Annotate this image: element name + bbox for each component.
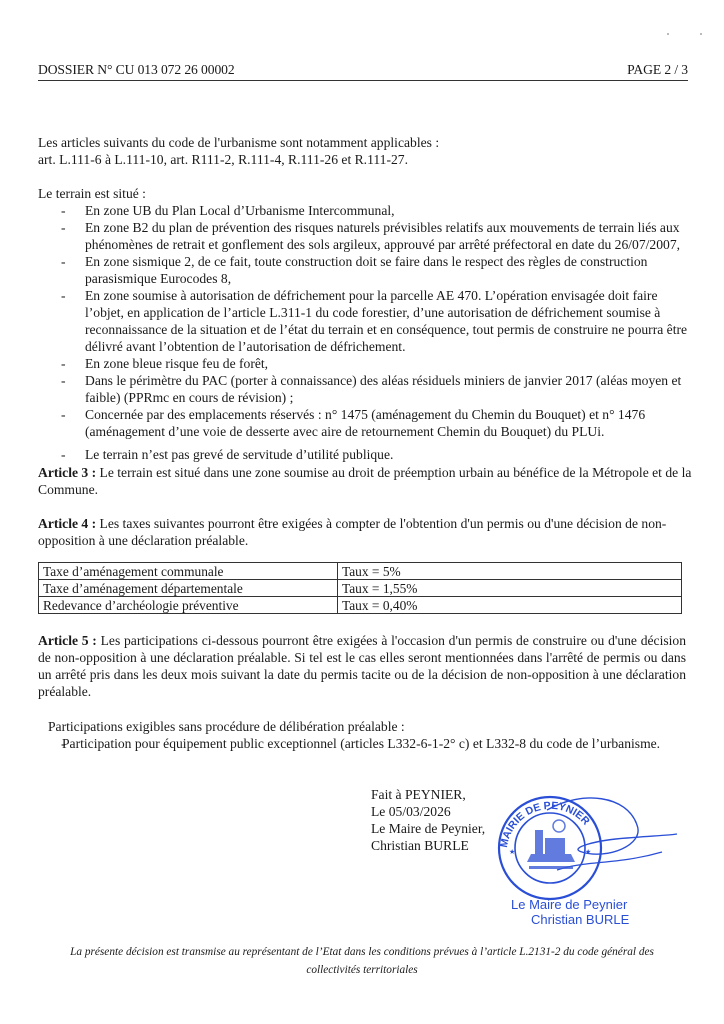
page-header (38, 60, 688, 81)
terrain-section (38, 185, 693, 463)
tax-rate: Taux = 1,55% (338, 580, 682, 597)
terrain-list (38, 202, 693, 463)
stamp-star: ★ (509, 848, 516, 856)
terrain-item: - Le terrain n’est pas grevé de servitude d’utilité publique. (38, 446, 693, 463)
table-row (39, 563, 682, 580)
terrain-item: - En zone soumise à autorisation de défrichement pour la parcelle AE 470. L’opération envisagée doit faire l’objet, en application de l’article L.311-1 du code forestier, d’une autorisation de défrichement soumise à reconnaissance de la situation et de l’état du terrain et en conséquence, tout permis de construire ne pourra être délivré avant l’obtention de l’autorisation de défrichement. (38, 287, 693, 355)
participations-heading: Participations exigibles sans procédure de délibération préalable : (48, 719, 405, 734)
tax-name: Redevance d’archéologie préventive (39, 597, 338, 614)
applicable-articles (38, 134, 693, 168)
article-5 (38, 632, 686, 700)
article-3-text: Le terrain est situé dans une zone soumise au droit de préemption urbain au bénéfice de la Métropole et de la Commune. (38, 465, 692, 497)
article-5-text: Les participations ci-dessous pourront être exigées à l'occasion d'un permis de construire ou d'une décision de non-opposition à une déclaration préalable. Si tel est le cas elles seront mentionnées dans l'arrêté de permis ou dans un arrêté pris dans les deux mois suivant la date du permis tacite ou de la décision de non-opposition à une déclaration préalable. (38, 633, 687, 699)
article-4-text: Les taxes suivantes pourront être exigées à compter de l'obtention d'un permis ou d'une décision de non-opposition à une déclaration préalable. (38, 516, 667, 548)
intro-line-1: Les articles suivants du code de l'urbanisme sont notamment applicables : (38, 135, 440, 150)
scan-speck (667, 33, 669, 35)
tax-rate: Taux = 0,40% (338, 597, 682, 614)
terrain-item: - Concernée par des emplacements réservés : n° 1475 (aménagement du Chemin du Bouquet) et n° 1476 (aménagement d’une voie de desserte avec aire de retournement Chemin du Bouquet) du PLUi. (38, 406, 693, 440)
stamp-star: ★ (585, 848, 592, 856)
dossier-number: DOSSIER N° CU 013 072 26 00002 (38, 62, 235, 77)
scan-speck (700, 33, 702, 35)
article-4-label: Article 4 : (38, 516, 97, 531)
mayor-stamp (487, 790, 697, 930)
stamp-ring-text: MAIRIE DE PEYNIER (497, 799, 592, 849)
article-4 (38, 515, 693, 549)
footer-line-1: La présente décision est transmise au représentant de l’Etat dans les conditions prévues à l’article L.2131-2 du code général des (70, 946, 654, 958)
terrain-heading: Le terrain est situé : (38, 186, 146, 201)
tax-name: Taxe d’aménagement départementale (39, 580, 338, 597)
signature-name: Christian BURLE (371, 838, 469, 853)
participations (48, 718, 688, 752)
signature-date: Le 05/03/2026 (371, 804, 451, 819)
signature-place: Fait à PEYNIER, (371, 787, 466, 802)
stamp-line-1: Le Maire de Peynier (511, 897, 628, 912)
signature-role: Le Maire de Peynier, (371, 821, 486, 836)
participation-item: - Participation pour équipement public exceptionnel (articles L332-6-1-2° c) et L332-8 du code de l’urbanisme. (38, 735, 688, 752)
article-3-label: Article 3 : (38, 465, 97, 480)
official-seal-icon (487, 790, 697, 930)
article-3 (38, 464, 693, 498)
terrain-item: - En zone bleue risque feu de forêt, (38, 355, 693, 372)
article-5-label: Article 5 : (38, 633, 97, 648)
footer-line-2: collectivités territoriales (306, 964, 418, 976)
terrain-item: - Dans le périmètre du PAC (porter à connaissance) des aléas résiduels miniers de janvier 2017 (aléas moyen et faible) (PPRmc en cours de révision) ; (38, 372, 693, 406)
tax-table (38, 562, 682, 614)
terrain-item: - En zone sismique 2, de ce fait, toute construction doit se faire dans le respect des règles de construction parasismique Eurocodes 8, (38, 253, 693, 287)
table-row (39, 597, 682, 614)
participations-list (38, 735, 688, 752)
intro-line-2: art. L.111-6 à L.111-10, art. R111-2, R.111-4, R.111-26 et R.111-27. (38, 152, 408, 167)
table-row (39, 580, 682, 597)
terrain-item: - En zone B2 du plan de prévention des risques naturels prévisibles relatifs aux mouvements de terrain liés aux phénomènes de retrait et gonflement des sols argileux, approuvé par arrêté préfectoral en date du 26/07/2007, (38, 219, 693, 253)
page-number: PAGE 2 / 3 (627, 62, 688, 77)
tax-rate: Taux = 5% (338, 563, 682, 580)
legal-footer (30, 943, 694, 979)
signature-block (371, 786, 485, 854)
tax-name: Taxe d’aménagement communale (39, 563, 338, 580)
stamp-line-2: Christian BURLE (531, 912, 630, 927)
terrain-item: - En zone UB du Plan Local d’Urbanisme Intercommunal, (38, 202, 693, 219)
